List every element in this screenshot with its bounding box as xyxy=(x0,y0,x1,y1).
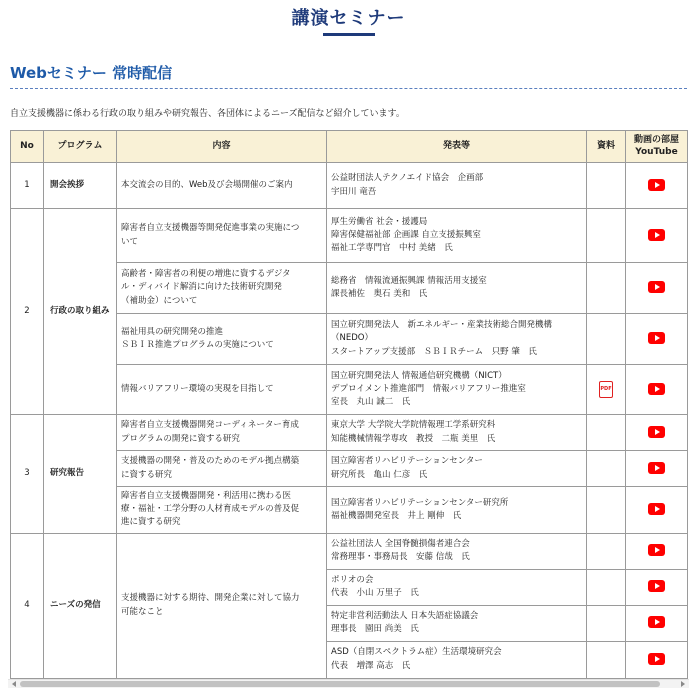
cell-content-line: ＳＢＩＲ推進プログラムの実施について xyxy=(121,340,274,350)
cell-video xyxy=(626,163,688,209)
cell-presenter xyxy=(327,605,587,641)
table-row xyxy=(11,163,688,209)
cell-no: 3 xyxy=(11,415,44,534)
cell-presenter-line: 課長補佐 奥石 美和 氏 xyxy=(331,289,428,299)
header-no: No xyxy=(11,131,44,163)
cell-presenter-line: 常務理事・事務局長 安藤 信哉 氏 xyxy=(331,552,470,563)
cell-content xyxy=(117,533,327,678)
cell-presenter-line: 代表 増澤 高志 氏 xyxy=(331,660,411,671)
youtube-icon[interactable] xyxy=(648,503,665,515)
cell-no: 2 xyxy=(11,209,44,415)
cell-content-line: 障害者自立支援機器開発・利活用に携わる医 xyxy=(121,491,292,501)
cell-presenter-line: デプロイメント推進部門 情報バリアフリー推進室 xyxy=(331,383,526,394)
section-heading: Webセミナー 常時配信 xyxy=(10,64,173,82)
title-underline xyxy=(323,33,375,36)
cell-presenter-line: 国立研究開発法人 情報通信研究機構（NICT） xyxy=(331,370,507,381)
cell-presenter-line: 室長 丸山 誠二 氏 xyxy=(331,397,411,408)
cell-content-line: 可能なこと xyxy=(121,606,164,617)
cell-content-line: 療・福祉・工学分野の人材育成モデルの普及促 xyxy=(121,504,300,515)
cell-content-line: 高齢者・障害者の利便の増進に資するデジタ xyxy=(121,269,291,280)
page-title: 講演セミナー xyxy=(291,8,406,29)
cell-material xyxy=(587,415,626,451)
cell-presenter-line: ASD（自閉スペクトラム症）生活環境研究会 xyxy=(331,647,502,658)
scroll-left-arrow-icon[interactable] xyxy=(12,681,16,687)
cell-content xyxy=(117,487,327,534)
youtube-icon[interactable] xyxy=(648,462,665,474)
cell-presenter xyxy=(327,641,587,678)
table-row xyxy=(11,533,688,569)
cell-presenter-line: （NEDO） xyxy=(331,333,373,344)
youtube-icon[interactable] xyxy=(648,544,665,556)
cell-content-line: いて xyxy=(121,236,139,247)
cell-content xyxy=(117,451,327,487)
cell-video xyxy=(626,451,688,487)
cell-presenter-line: 障害保健福祉部 企画課 自立支援振興室 xyxy=(331,229,481,240)
cell-content xyxy=(117,163,327,209)
cell-presenter-line: 東京大学 大学院大学院情報理工学系研究科 xyxy=(331,420,496,431)
cell-video xyxy=(626,314,688,365)
cell-content-line: 福祉用具の研究開発の推進 xyxy=(121,326,224,337)
cell-content-line: プログラムの開発に資する研究 xyxy=(121,433,240,444)
cell-presenter-line: 特定非営利活動法人 日本失語症協議会 xyxy=(331,610,479,621)
header-video-line2: YouTube xyxy=(635,146,678,157)
cell-material xyxy=(587,641,626,678)
cell-video xyxy=(626,533,688,569)
cell-presenter xyxy=(327,263,587,314)
cell-presenter-line: 国立研究開発法人 新エネルギー・産業技術総合開発機構 xyxy=(331,320,553,331)
cell-presenter-line: 公益社団法人 全国脊髄損傷者連合会 xyxy=(331,538,470,549)
table-row xyxy=(11,415,688,451)
cell-presenter xyxy=(327,209,587,263)
cell-presenter-line: 理事長 園田 尚美 氏 xyxy=(331,624,419,635)
cell-video xyxy=(626,487,688,534)
cell-presenter-line: 福祉工学専門官 中村 美緒 氏 xyxy=(331,243,453,254)
youtube-icon[interactable] xyxy=(648,383,665,395)
cell-presenter-line: 福祉機器開発室長 井上 剛伸 氏 xyxy=(331,510,462,521)
header-program: プログラム xyxy=(44,131,117,163)
seminar-table-container xyxy=(10,130,687,679)
seminar-table xyxy=(10,130,688,679)
cell-video xyxy=(626,209,688,263)
cell-content xyxy=(117,314,327,365)
youtube-icon[interactable] xyxy=(648,332,665,344)
header-presenter: 発表等 xyxy=(327,131,587,163)
cell-presenter-line: 厚生労働省 社会・援護局 xyxy=(331,216,428,227)
cell-presenter-line: 代表 小山 万里子 氏 xyxy=(331,588,419,599)
cell-content-line: 情報バリアフリー環境の実現を目指して xyxy=(121,383,274,394)
cell-presenter-line: 研究所長 亀山 仁彦 氏 xyxy=(331,469,428,480)
table-body xyxy=(11,163,688,679)
section-divider xyxy=(10,88,687,89)
cell-content-line: 進に資する研究 xyxy=(121,517,181,528)
cell-content xyxy=(117,415,327,451)
cell-program: 研究報告 xyxy=(44,415,117,534)
youtube-icon[interactable] xyxy=(648,580,665,592)
youtube-icon[interactable] xyxy=(648,616,665,628)
horizontal-scrollbar[interactable] xyxy=(8,679,689,688)
cell-material xyxy=(587,451,626,487)
cell-presenter xyxy=(327,569,587,605)
cell-video xyxy=(626,415,688,451)
cell-content-line: ル・ディバイド解消に向けた技術研究開発 xyxy=(121,282,282,293)
cell-material xyxy=(587,209,626,263)
cell-material xyxy=(587,487,626,534)
youtube-icon[interactable] xyxy=(648,179,665,191)
cell-presenter-line: 宇田川 竜吾 xyxy=(331,186,377,197)
cell-no: 1 xyxy=(11,163,44,209)
scrollbar-thumb[interactable] xyxy=(20,681,660,687)
header-material: 資料 xyxy=(587,131,626,163)
cell-video xyxy=(626,569,688,605)
cell-content-line: 本交流会の目的、Web及び会場開催のご案内 xyxy=(121,179,293,190)
cell-material xyxy=(587,263,626,314)
cell-program: 行政の取り組み xyxy=(44,209,117,415)
cell-video xyxy=(626,365,688,415)
cell-content-line: （補助金）について xyxy=(121,295,198,306)
youtube-icon[interactable] xyxy=(648,653,665,665)
cell-presenter xyxy=(327,451,587,487)
cell-content xyxy=(117,209,327,263)
cell-material xyxy=(587,314,626,365)
scroll-right-arrow-icon[interactable] xyxy=(681,681,685,687)
cell-program: ニーズの発信 xyxy=(44,533,117,678)
cell-material xyxy=(587,569,626,605)
youtube-icon[interactable] xyxy=(648,281,665,293)
cell-content-line: 障害者自立支援機器等開発促進事業の実施につ xyxy=(121,223,300,234)
cell-content xyxy=(117,365,327,415)
cell-content-line: 支援機器に対する期待、開発企業に対して協力 xyxy=(121,593,300,604)
cell-presenter-line: 国立障害者リハビリテーションセンター xyxy=(331,456,483,467)
cell-video xyxy=(626,641,688,678)
cell-program: 開会挨拶 xyxy=(44,163,117,209)
cell-content-line: に資する研究 xyxy=(121,469,173,480)
cell-presenter-line: 総務省 情報流通振興課 情報活用支援室 xyxy=(331,275,487,286)
header-video-line1: 動画の部屋 xyxy=(633,135,679,146)
cell-material xyxy=(587,533,626,569)
cell-presenter xyxy=(327,415,587,451)
intro-text: 自立支援機器に係わる行政の取り組みや研究報告、各団体によるニーズ配信など紹介しています。 xyxy=(10,109,405,119)
cell-content xyxy=(117,263,327,314)
cell-content-line: 障害者自立支援機器開発コーディネーター育成 xyxy=(121,420,299,431)
youtube-icon[interactable] xyxy=(648,229,665,241)
cell-no: 4 xyxy=(11,533,44,678)
table-row xyxy=(11,209,688,263)
cell-material xyxy=(587,605,626,641)
header-content: 内容 xyxy=(117,131,327,163)
cell-presenter-line: 国立障害者リハビリテーションセンター研究所 xyxy=(331,497,509,508)
cell-video xyxy=(626,605,688,641)
cell-presenter xyxy=(327,314,587,365)
header-video xyxy=(626,131,688,163)
cell-presenter-line: ポリオの会 xyxy=(331,574,374,585)
cell-presenter-line: スタートアップ支援部 ＳＢＩＲチーム 只野 肇 氏 xyxy=(331,346,537,357)
pdf-icon[interactable]: PDF xyxy=(599,381,613,398)
table-header-row xyxy=(11,131,688,163)
cell-presenter xyxy=(327,487,587,534)
cell-video xyxy=(626,263,688,314)
cell-material xyxy=(587,163,626,209)
cell-material xyxy=(587,365,626,415)
cell-presenter xyxy=(327,533,587,569)
youtube-icon[interactable] xyxy=(648,426,665,438)
cell-presenter xyxy=(327,365,587,415)
cell-content-line: 支援機器の開発・普及のためのモデル拠点構築 xyxy=(121,456,300,467)
cell-presenter xyxy=(327,163,587,209)
cell-presenter-line: 知能機械情報学専攻 教授 二瓶 美里 氏 xyxy=(331,433,496,444)
cell-presenter-line: 公益財団法人テクノエイド協会 企画部 xyxy=(331,173,484,184)
